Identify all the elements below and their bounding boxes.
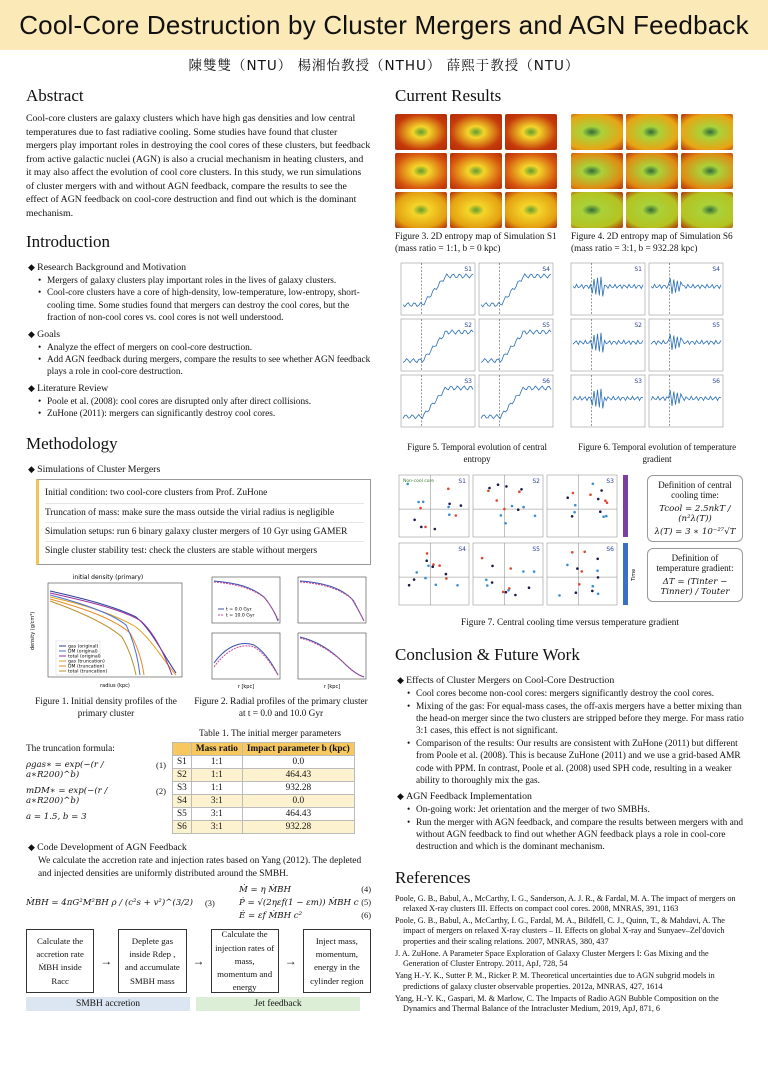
figure-2 [192,571,370,720]
figure-5 [395,261,555,442]
table-header: Mass ratio [191,743,242,756]
scatter-point [596,570,599,573]
agn-text: We calculate the accretion rate and injection rates based on Yang (2012). The depleted and injected densities are uniformly distributed around the SMBH. [38,856,362,880]
scatter-point [500,514,503,517]
cooling-time-definition [647,475,743,542]
fig7-legend: Non-cool core [403,479,435,485]
introduction-heading: Introduction [26,232,111,252]
scatter-point [528,587,531,590]
method-step: Simulation setups: run 6 binary galaxy cluster mergers of 10 Gyr using GAMER [45,523,364,542]
abstract-heading: Abstract [26,86,84,105]
equation-2: mDM∗ = exp(−(r / a∗R200)^b) [26,786,108,807]
scatter-point [574,504,577,507]
figure-4 [571,114,739,255]
panel-label: S3 [606,478,614,486]
fig2-legend-entry: t = 10.0 Gyr [226,613,255,619]
scatter-point [589,494,592,497]
table-header [173,743,192,756]
table-1 [172,728,368,834]
scatter-point [434,528,437,531]
table-header: Impact parameter b (kpc) [242,743,354,756]
scatter-point [566,564,569,567]
scatter-point [581,570,584,573]
scatter-point [427,565,430,568]
panel-label: S6 [606,546,614,554]
equation-5: Ṗ = √(2ηεf(1 − εm)) ṀBH c [239,898,359,909]
sim-title: ◆ Simulations of Cluster Mergers [28,464,371,475]
agn-title: ◆ Code Development of AGN Feedback [28,842,371,853]
scatter-point [448,514,451,517]
colorbar-label: Time [631,569,637,582]
scatter-point [424,526,427,529]
table-cell: S3 [173,782,192,795]
table-cell: 3:1 [191,808,242,821]
results-heading: Current Results [395,86,502,105]
entropy-map-panel [450,192,502,228]
table-cell: 0.0 [242,795,354,808]
params-table [172,742,355,834]
table-1-caption: Table 1. The initial merger parameters [198,729,342,740]
scatter-point [571,515,574,518]
reference-item: Poole, G. B., Babul, A., McCarthy, I. G., Fardal, M. A., Bildfell, C. J., Quinn, T., & Mahdavi, A. The impact of mergers on relaxed X-ray clusters – II. Effects on global X-ray and Sunyaev–Zel'dovich properties and their scaling relations. 2007, MNRAS, 380, 437 [395,916,725,946]
references-heading: References [395,867,471,887]
scatter-point [435,584,438,587]
list-item: • ZuHone (2011): mergers can significantly destroy cool cores. [38,408,371,420]
scatter-point [485,579,488,582]
fig1-legend-entry: DM (truncation) [68,664,105,670]
scatter-point [420,526,423,529]
scatter-point [576,568,579,571]
figure-1 [26,571,186,720]
scatter-point [425,560,428,563]
table-cell: 3:1 [191,821,242,834]
scatter-point [511,505,514,508]
table-cell: 932.28 [242,782,354,795]
scatter-point [533,571,536,574]
agn-equations [26,885,371,921]
fig-5-6-captions [395,442,745,465]
entropy-map-panel [681,114,733,150]
scatter-point [505,485,508,488]
table-cell: S6 [173,821,192,834]
list-item: • Add AGN feedback during mergers, compare the results to see whether AGN feedback plays a role in cool-core destruction. [38,354,371,379]
panel-label: S3 [634,378,642,386]
figure-1-plot [26,571,186,691]
jet-feedback-label: Jet feedback [196,997,360,1011]
equation-params: a = 1.5, b = 3 [26,812,87,823]
entropy-map-panel [395,153,447,189]
reference-item: Yang H.-Y. K., Sutter P. M., Ricker P. M. Theoretical uncertainties due to AGN subgrid models in predictions of galaxy cluster observable properties. 2012a, MNRAS, 427, 1614 [395,971,715,991]
references-list [395,894,745,1015]
table-cell: 1:1 [191,756,242,769]
poster-title: Cool-Core Destruction by Cluster Mergers and AGN Feedback [19,9,749,40]
arrow-right-icon: → [192,953,205,968]
scatter-point [583,551,586,554]
scatter-point [486,585,489,588]
equation-5-number: (5) [361,898,371,908]
fig1-ylabel: density (g/cm³) [30,612,36,651]
fig2-xlabel: r [kpc] [237,684,255,691]
truncation-and-table [26,728,371,834]
panel-label: S2 [464,322,472,330]
table-cell: 0.0 [242,756,354,769]
scatter-point [504,522,507,525]
entropy-map-panel [505,192,557,228]
method-steps [36,479,371,565]
scatter-point [448,503,451,506]
scatter-point [520,488,523,491]
figure-4-caption: Figure 4. 2D entropy map of Simulation S6 (mass ratio = 3:1, b = 932.28 kpc) [571,232,733,255]
conclusion-group-title: ◆ Effects of Cluster Mergers on Cool-Core Destruction [397,675,745,686]
scatter-point [417,501,420,504]
scatter-point [447,506,450,509]
figure-5-caption: Figure 5. Temporal evolution of central entropy [407,442,547,464]
scatter-point [445,578,448,581]
fig1-legend-entry: total (truncation) [68,669,108,675]
list-item: • Comparison of the results: Our results are consistent with ZuHone (2011) but different from Poole et al. (2008). This is because ZuHone (2011) and we use a grid-based AMR code with PPM. In contrast, Poole et al. (2008) used SPH code, resulting in a weaker ability to thoroughly mix the gas. [407,738,745,787]
entropy-map-panel [571,192,623,228]
fig1-legend-entry: total (original) [68,654,101,660]
table-row [173,756,355,769]
scatter-point [600,490,603,493]
list-item: • Mixing of the gas: For equal-mass cases, the off-axis mergers have a better mixing than the head-on merger since the two clusters are stripped before they merge. For mass ratio 3:1 cases, this effect is not significant. [407,701,745,738]
scatter-point [518,491,521,494]
scatter-point [445,573,448,576]
figure-2-plot [192,571,370,691]
scatter-point [591,590,594,593]
figure-3-caption: Figure 3. 2D entropy map of Simulation S1 (mass ratio = 1:1, b = 0 kpc) [395,232,557,255]
flow-step-deplete-gas: Deplete gas inside Rdep , and accumulate SMBH mass [118,929,186,993]
scatter-point [558,594,561,597]
def2-title: Definition of temperature gradient: [656,553,734,574]
truncation-label: The truncation formula: [26,744,115,755]
fig1-legend-entry: gas (original) [68,644,99,650]
left-column [26,86,371,1011]
def1-equation-2: λ(T) = 3 ∗ 10⁻²⁷√T [654,527,736,538]
scatter-point [597,593,600,596]
fig-row-1-2 [26,571,371,720]
scatter-point [597,576,600,579]
panel-label: S5 [532,546,540,554]
colorbar [623,543,628,605]
fig1-xlabel: radius (kpc) [100,683,130,690]
scatter-point [573,511,576,514]
equation-3: ṀBH = 4πG²M²BH ρ / (c²s + v²)^(3/2) [26,898,193,909]
method-step: Single cluster stability test: check the clusters are stable without mergers [45,546,318,557]
table-cell: 1:1 [191,782,242,795]
panel-label: S1 [458,478,466,486]
figure-3 [395,114,563,255]
scatter-point [599,511,602,514]
scatter-point [447,488,450,491]
equation-4: Ṁ = η ṀBH [239,885,291,896]
scatter-point [426,552,429,555]
entropy-map-panel [681,192,733,228]
scatter-point [571,551,574,554]
scatter-point [522,571,525,574]
panel-label: S4 [458,546,466,554]
table-row [173,769,355,782]
list-item: • Analyze the effect of mergers on cool-core destruction. [38,342,371,354]
equation-6-number: (6) [361,911,371,921]
fig1-legend-entry: gas (truncation) [68,659,105,665]
scatter-point [497,484,500,487]
method-step: Initial condition: two cool-core clusters from Prof. ZuHone [45,484,364,503]
panel-label: S3 [464,378,472,386]
scatter-point [487,490,490,493]
equation-4-number: (4) [361,885,371,895]
flow-step-injection-rates: Calculate the injection rates of mass, momentum and energy [211,929,279,993]
agn-flowchart [26,929,371,993]
scatter-point [592,483,595,486]
scatter-point [522,506,525,509]
scatter-point [495,500,498,503]
scatter-point [575,592,578,595]
list-item: • Mergers of galaxy clusters play important roles in the lives of galaxy clusters. [38,275,371,287]
scatter-point [503,508,506,511]
intro-group-title: ◆ Literature Review [28,383,371,394]
table-cell: 3:1 [191,795,242,808]
intro-group-title: ◆ Research Background and Motivation [28,262,371,273]
equation-1-number: (1) [155,760,166,771]
scatter-point [507,589,510,592]
scatter-point [413,579,416,582]
entropy-map-panel [450,153,502,189]
scatter-point [424,577,427,580]
entropy-map-panel [626,114,678,150]
flow-step-accretion-rate: Calculate the accretion rate ṀBH inside Racc [26,929,94,993]
scatter-point [572,492,575,495]
figure-7-plot [395,471,641,615]
flow-labels [26,997,371,1011]
figure-3-grid [395,114,563,228]
def1-title: Definition of central cooling time: [658,480,732,501]
conclusion-group-title: ◆ AGN Feedback Implementation [397,791,745,802]
scatter-point [502,591,505,594]
scatter-point [460,505,463,508]
arrow-right-icon: → [100,953,113,968]
list-item: • On-going work: Jet orientation and the merger of two SMBHs. [407,804,745,816]
conclusion-heading: Conclusion & Future Work [395,645,580,665]
scatter-point [431,566,434,569]
title-bar [0,0,768,50]
figure-2-caption: Figure 2. Radial profiles of the primary cluster at t = 0.0 and 10.0 Gyr [194,697,368,720]
entropy-map-panel [450,114,502,150]
equation-2-number: (2) [155,786,166,797]
figure-6 [565,261,725,442]
table-cell: 932.28 [242,821,354,834]
abstract-text: Cool-core clusters are galaxy clusters which have high gas densities and low central temperatures due to fast radiative cooling. Some studies have found that cluster mergers play important roles in destroying the cool cores of these clusters, but feedback from active galactic nuclei (AGN) is also a crucial mechanism in heating clusters, and it may also affect the evolution of cool core clusters. In this study, we run simulations of cluster mergers with and without AGN feedback, compare the results to see the effect of AGN feedback on cool-core destruction and find out which is the dominant mechanism. [26,113,371,219]
right-column [395,86,745,1016]
def2-equation: ΔT = (Tinter − Tinner) / Touter [660,577,730,598]
intro-group-title: ◆ Goals [28,329,371,340]
panel-label: S4 [712,266,720,274]
scatter-point [456,584,459,587]
panel-label: S2 [532,478,540,486]
table-cell: 1:1 [191,769,242,782]
scatter-point [514,594,517,597]
table-cell: S2 [173,769,192,782]
scatter-point [455,515,458,518]
fig2-legend-entry: t = 0.0 Gyr [226,607,252,613]
scatter-point [491,565,494,568]
entropy-map-panel [571,153,623,189]
entropy-map-panel [626,153,678,189]
reference-item: Yang, H.-Y. K., Gaspari, M. & Marlow, C. The Impacts of Radio AGN Bubble Composition on the Dynamics and Thermal Balance of the Intracluster Medium, 2019, ApJ, 871, 6 [395,993,719,1014]
entropy-map-panel [681,153,733,189]
panel-label: S6 [712,378,720,386]
entropy-map-panel [505,153,557,189]
entropy-map-panel [626,192,678,228]
scatter-point [578,583,581,586]
equation-1: ρgas∗ = exp(−(r / a∗R200)^b) [26,760,104,781]
scatter-point [509,568,512,571]
scatter-point [438,565,441,568]
list-item: • Cool cores become non-cool cores: mergers significantly destroy the cool cores. [407,688,745,700]
scatter-point [592,585,595,588]
scatter-point [491,582,494,585]
fig-row-7 [395,471,745,615]
definitions [647,471,743,615]
scatter-point [488,487,491,490]
def1-equation-1: Tcool = 2.5nkT / (n²λ(T)) [659,504,731,525]
panel-label: S6 [542,378,550,386]
figure-5-plot [395,261,555,437]
figure-4-grid [571,114,739,228]
panel-label: S1 [464,266,472,274]
reference-item: Poole, G. B., Babul, A., McCarthy, I. G., Sanderson, A. J. R., & Fardal, M. A. The impact of mergers on relaxed X-ray clusters III. Effects on compact cool cores. 2008, MNRAS, 391, 1163 [395,893,736,913]
table-row [173,795,355,808]
table-row [173,808,355,821]
table-cell: 464.43 [242,808,354,821]
scatter-point [517,509,520,512]
scatter-point [419,507,422,510]
panel-label: S4 [542,266,550,274]
fig1-legend-entry: DM (original) [68,649,98,655]
table-cell: S5 [173,808,192,821]
method-step: Truncation of mass: make sure the mass outside the virial radius is negligible [45,504,364,523]
entropy-map-panel [395,192,447,228]
entropy-map-panel [395,114,447,150]
colorbar [623,475,628,537]
truncation-block [26,728,166,834]
fig2-xlabel: r [kpc] [323,684,341,691]
scatter-point [606,502,609,505]
scatter-point [415,571,418,574]
table-cell: S1 [173,756,192,769]
panel-label: S5 [542,322,550,330]
methodology-heading: Methodology [26,434,118,454]
fig1-title: initial density (primary) [72,574,144,582]
list-item: • Poole et al. (2008): cool cores are disrupted only after direct collisions. [38,396,371,408]
scatter-point [422,501,425,504]
scatter-point [602,516,605,519]
equation-3-number: (3) [204,898,215,908]
reference-item: J. A. ZuHone. A Parameter Space Exploration of Galaxy Cluster Mergers I: Gas Mixing and the Generation of Cluster Entropy. 2011, ApJ, 728, 54 [395,948,709,969]
panel-label: S1 [634,266,642,274]
table-row [173,782,355,795]
table-row [173,821,355,834]
equation-6: Ė = εf ṀBH c² [239,911,303,922]
entropy-map-panel [505,114,557,150]
smbh-accretion-label: SMBH accretion [26,997,190,1011]
scatter-point [566,497,569,500]
figure-7-caption: Figure 7. Central cooling time versus temperature gradient [461,618,679,629]
scatter-point [534,515,537,518]
arrow-right-icon: → [284,953,297,968]
panel-label: S2 [634,322,642,330]
scatter-point [413,519,416,522]
flow-step-inject: Inject mass, momentum, energy in the cylinder region [303,929,371,993]
scatter-point [408,584,411,587]
fig-row-3-4 [395,114,745,255]
entropy-map-panel [571,114,623,150]
scatter-point [597,498,600,501]
authors: 陳雙雙（NTU） 楊湘怡教授（NTHU） 薛熙于教授（NTU） [188,58,580,74]
scatter-point [505,591,508,594]
scatter-point [604,500,607,503]
figure-6-plot [565,261,725,437]
scatter-point [605,515,608,518]
table-cell: S4 [173,795,192,808]
fig-row-5-6 [395,261,745,442]
scatter-point [596,558,599,561]
figure-6-caption: Figure 6. Temporal evolution of temperature gradient [578,442,737,464]
list-item: • Run the merger with AGN feedback, and compare the results between mergers with and without AGN feedback to find out whether AGN feedback plays a role in cool-core destruction and which is the dominant mechanism. [407,817,745,854]
intro-group [26,262,371,420]
panel-label: S5 [712,322,720,330]
scatter-point [481,557,484,560]
table-cell: 464.43 [242,769,354,782]
list-item: • Cool-core clusters have a core of high-density, low-temperature, low-entropy, short-cooling time. Some studies found that mergers can destroy the cool cores, but the fraction of non-cool cores vs. cool cores is not well understood. [38,287,371,324]
figure-1-caption: Figure 1. Initial density profiles of the primary cluster [35,697,177,720]
temperature-gradient-definition [647,548,743,602]
